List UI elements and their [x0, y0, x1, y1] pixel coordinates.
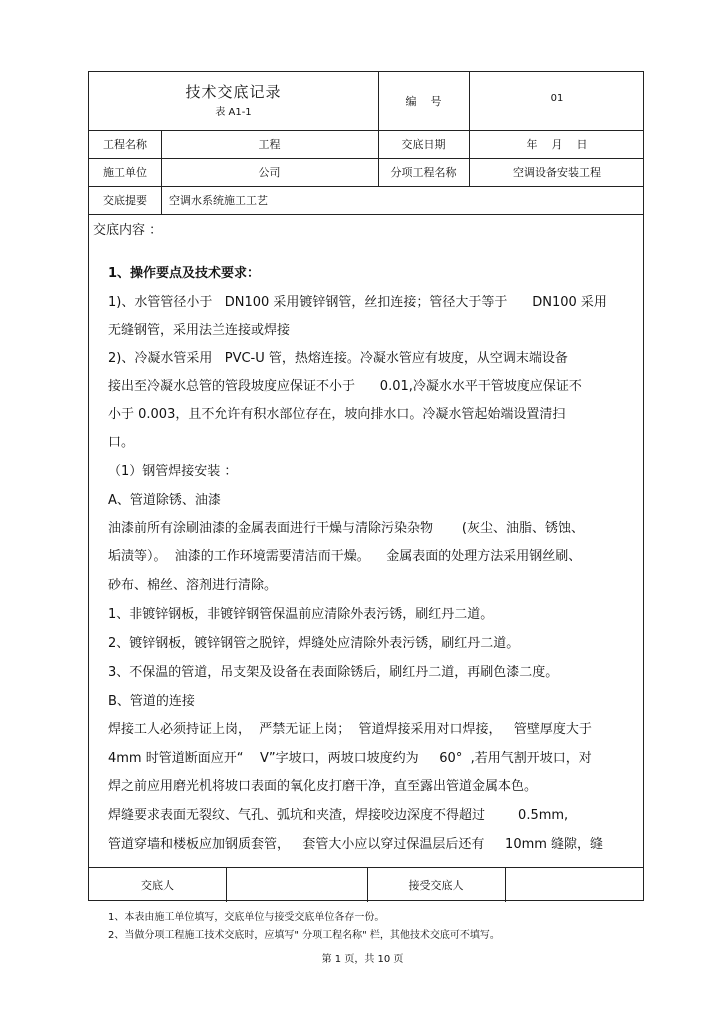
form-code: 表 A1-1: [215, 106, 252, 118]
content-line: B、管道的连接: [108, 694, 195, 709]
content-line: 2、镀锌钢板，镀锌钢管之脱锌，焊缝处应清除外表污锈，刷红丹二道。: [108, 636, 520, 651]
content-line: 焊接工人必须持证上岗， 严禁无证上岗； 管道焊接采用对口焊接， 管壁厚度大于: [108, 722, 592, 737]
discloser-signature-field[interactable]: [226, 867, 367, 902]
footnote: 1、本表由施工单位填写，交底单位与接受交底单位各存一份。: [108, 912, 385, 923]
content-line: 1)、水管管径小于 DN100 采用镀锌钢管，丝扣连接；管径大于等于 DN100 采用: [108, 295, 607, 310]
content-line: 砂布、棉丝、溶剂进行清除。: [108, 578, 278, 593]
content-line: 4mm 时管道断面应开“ V”字坡口，两坡口坡度约为 60° ,若用气割开坡口，对: [108, 751, 592, 766]
content-line: 垢渍等）。 油漆的工作环境需要清洁而干燥。 金属表面的处理方法采用钢丝刷、: [108, 549, 582, 564]
summary-label: 交底提要: [103, 194, 147, 207]
content-line: 油漆前所有涂刷油漆的金属表面进行干燥与清除污染杂物 (灰尘、油脂、锈蚀、: [108, 521, 584, 536]
content-line: 1、非镀锌钢板，非镀锌钢管保温前应清除外表污锈，刷红丹二道。: [108, 607, 494, 622]
content-line: A、管道除锈、油漆: [108, 493, 221, 508]
receiver-label: 接受交底人: [408, 878, 464, 892]
summary-value: 空调水系统施工工艺: [169, 194, 268, 207]
construction-unit-value: 公司: [258, 166, 281, 179]
project-name-value: 工程: [258, 138, 281, 151]
content-line: 口。: [108, 435, 135, 450]
construction-unit-label: 施工单位: [103, 166, 147, 179]
content-line: 焊缝要求表面无裂纹、气孔、弧坑和夹渣，焊接咬边深度不得超过 0.5mm,: [108, 808, 569, 823]
divider: [89, 214, 643, 215]
page-number: 第 1 页，共 10 页: [321, 954, 404, 965]
content-line: 1、操作要点及技术要求：: [108, 266, 261, 281]
disclosure-date-value: 年 月 日: [526, 138, 588, 151]
disclosure-form: [88, 71, 644, 901]
subproject-name-label: 分项工程名称: [390, 166, 457, 179]
content-line: 2)、冷凝水管采用 PVC-U 管，热熔连接。冷凝水管应有坡度，从空调末端设备: [108, 351, 568, 366]
content-line: 接出至冷凝水总管的管段坡度应保证不小于 0.01,冷凝水水平干管坡度应保证不: [108, 379, 582, 394]
content-line: 无缝钢管，采用法兰连接或焊接: [108, 323, 291, 338]
content-line: 焊之前应用磨光机将坡口表面的氧化皮打磨干净，直至露出管道金属本色。: [108, 779, 538, 794]
project-name-label: 工程名称: [103, 138, 147, 151]
subproject-name-value: 空调设备安装工程: [513, 166, 601, 179]
number-value: 01: [550, 92, 564, 104]
content-line: 管道穿墙和楼板应加钢质套管， 套管大小应以穿过保温层后还有 10mm 缝隙，缝: [108, 837, 604, 852]
disclosure-date-label: 交底日期: [401, 138, 446, 151]
receiver-signature-field[interactable]: [505, 867, 645, 902]
discloser-label: 交底人: [141, 878, 174, 892]
content-line: （1）钢管焊接安装 ：: [108, 464, 238, 479]
content-line: 3、不保温的管道，吊支架及设备在表面除锈后，刷红丹二道，再刷色漆二度。: [108, 665, 559, 680]
number-label: 编 号: [405, 95, 442, 108]
footnote: 2、当做分项工程施工技术交底时，应填写" 分项工程名称" 栏，其他技术交底可不填写。: [108, 930, 500, 941]
content-heading: 交底内容 ：: [93, 223, 163, 238]
content-line: 小于 0.003，且不允许有积水部位存在，坡向排水口。冷凝水管起始端设置清扫: [108, 407, 566, 422]
form-title: 技术交底记录: [185, 82, 282, 101]
